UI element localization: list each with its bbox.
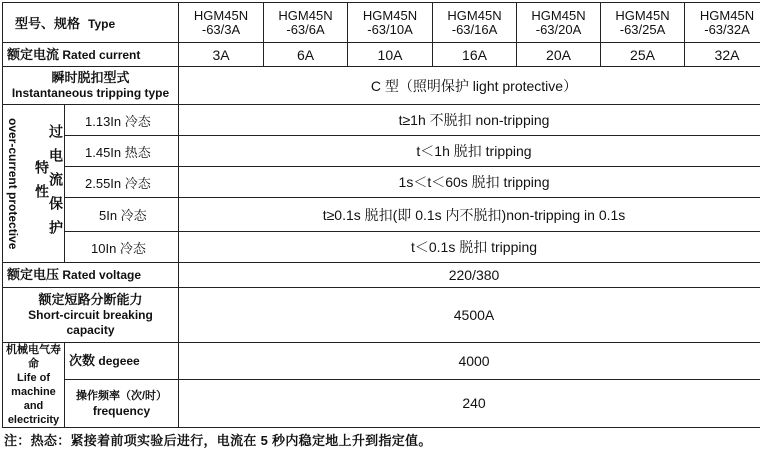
rated-voltage-label	[3, 263, 179, 288]
model-cell	[348, 3, 433, 43]
life-count-label	[65, 343, 179, 380]
model-spec: -63/25A	[619, 21, 666, 37]
model-cell	[601, 3, 685, 43]
rated-current-value: 3A	[179, 43, 264, 67]
model-cell	[433, 3, 517, 43]
model-spec: -63/3A	[201, 21, 241, 37]
model-cell	[517, 3, 601, 43]
overcurrent-condition: 1.13In 冷态	[65, 105, 179, 136]
type-label-en: Type	[88, 17, 116, 31]
rated-voltage-row	[3, 263, 760, 288]
overcurrent-condition: 10In 冷态	[65, 232, 179, 263]
model-series: HGM45N	[447, 7, 502, 23]
model-series: HGM45N	[193, 7, 249, 23]
rated-current-label	[3, 43, 179, 67]
rated-current-row	[3, 43, 760, 67]
overcurrent-result: t≥0.1s 脱扣(即 0.1s 内不脱扣)non-tripping in 0.1s	[179, 198, 760, 232]
breaking-capacity-row	[3, 288, 760, 343]
breaking-capacity-label-en: Short-circuit breaking capacity	[28, 308, 153, 337]
model-series: HGM45N	[699, 7, 755, 23]
spec-table	[2, 2, 760, 428]
header-row	[3, 3, 760, 43]
life-frequency-label	[65, 379, 179, 427]
life-count-value: 4000	[179, 343, 760, 380]
overcurrent-row	[3, 105, 760, 136]
breaking-capacity-value: 4500A	[179, 288, 760, 343]
model-spec: -63/10A	[367, 21, 413, 37]
rated-current-label-en: Rated current	[62, 47, 141, 62]
overcurrent-row	[3, 167, 760, 198]
rated-voltage-label-en: Rated voltage	[62, 268, 142, 282]
overcurrent-condition: 1.45In 热态	[65, 136, 179, 167]
overcurrent-result: t＜1h 脱扣 tripping	[179, 136, 760, 167]
model-series: HGM45N	[362, 7, 418, 23]
model-spec: -63/20A	[535, 21, 582, 37]
life-frequency-label-en: frequency	[92, 403, 151, 418]
life-frequency-value: 240	[179, 379, 760, 427]
overcurrent-label-en: over-current protective	[6, 117, 20, 250]
breaking-capacity-label	[3, 288, 179, 343]
rated-voltage-value: 220/380	[179, 263, 760, 288]
model-spec: -63/32A	[704, 21, 750, 37]
model-cell	[685, 3, 760, 43]
rated-current-value: 16A	[433, 43, 517, 67]
rated-current-label-zh: 额定电流	[7, 46, 60, 62]
overcurrent-result: t≥1h 不脱扣 non-tripping	[179, 105, 760, 136]
type-label-zh: 型号、规格	[15, 16, 81, 31]
life-label	[3, 343, 65, 428]
rated-current-value: 10A	[348, 43, 433, 67]
type-header-label	[3, 3, 179, 43]
overcurrent-row	[3, 198, 760, 232]
life-label-zh: 机械电气寿命	[6, 344, 61, 370]
life-row	[3, 379, 760, 427]
rated-current-value: 32A	[685, 43, 760, 67]
overcurrent-condition: 2.55In 冷态	[65, 167, 179, 198]
model-series: HGM45N	[531, 7, 586, 23]
tripping-type-label-en: Instantaneous tripping type	[11, 86, 170, 100]
model-series: HGM45N	[278, 7, 333, 23]
model-spec: -63/16A	[451, 21, 498, 37]
overcurrent-result: 1s＜t＜60s 脱扣 tripping	[179, 167, 760, 198]
footnote: 注：热态：紧接着前项实验后进行，电流在 5 秒内稳定地上升到指定值。	[4, 433, 432, 448]
life-count-label-zh: 次数	[69, 352, 96, 368]
life-row	[3, 343, 760, 380]
overcurrent-row	[3, 136, 760, 167]
tripping-type-label-zh: 瞬时脱扣型式	[51, 70, 130, 85]
overcurrent-row	[3, 232, 760, 263]
life-label-en: Life of machine and electricity	[7, 372, 60, 426]
life-frequency-label-zh: 操作频率（次/时）	[75, 389, 168, 402]
life-count-label-en: degeee	[98, 353, 140, 368]
model-cell	[264, 3, 348, 43]
overcurrent-result: t＜0.1s 脱扣 tripping	[179, 232, 760, 263]
overcurrent-label-zh: 过电流保护特性	[34, 123, 64, 244]
overcurrent-condition: 5In 冷态	[65, 198, 179, 232]
breaking-capacity-label-zh: 额定短路分断能力	[38, 292, 143, 307]
rated-voltage-label-zh: 额定电压	[7, 267, 60, 282]
rated-current-value: 25A	[601, 43, 685, 67]
rated-current-value: 20A	[517, 43, 601, 67]
model-spec: -63/6A	[286, 21, 325, 37]
rated-current-value: 6A	[264, 43, 348, 67]
tripping-type-label	[3, 67, 179, 105]
tripping-type-row	[3, 67, 760, 105]
model-cell	[179, 3, 264, 43]
model-series: HGM45N	[615, 7, 670, 23]
tripping-type-value: C 型（照明保护 light protective）	[179, 67, 760, 105]
overcurrent-label	[3, 105, 65, 263]
